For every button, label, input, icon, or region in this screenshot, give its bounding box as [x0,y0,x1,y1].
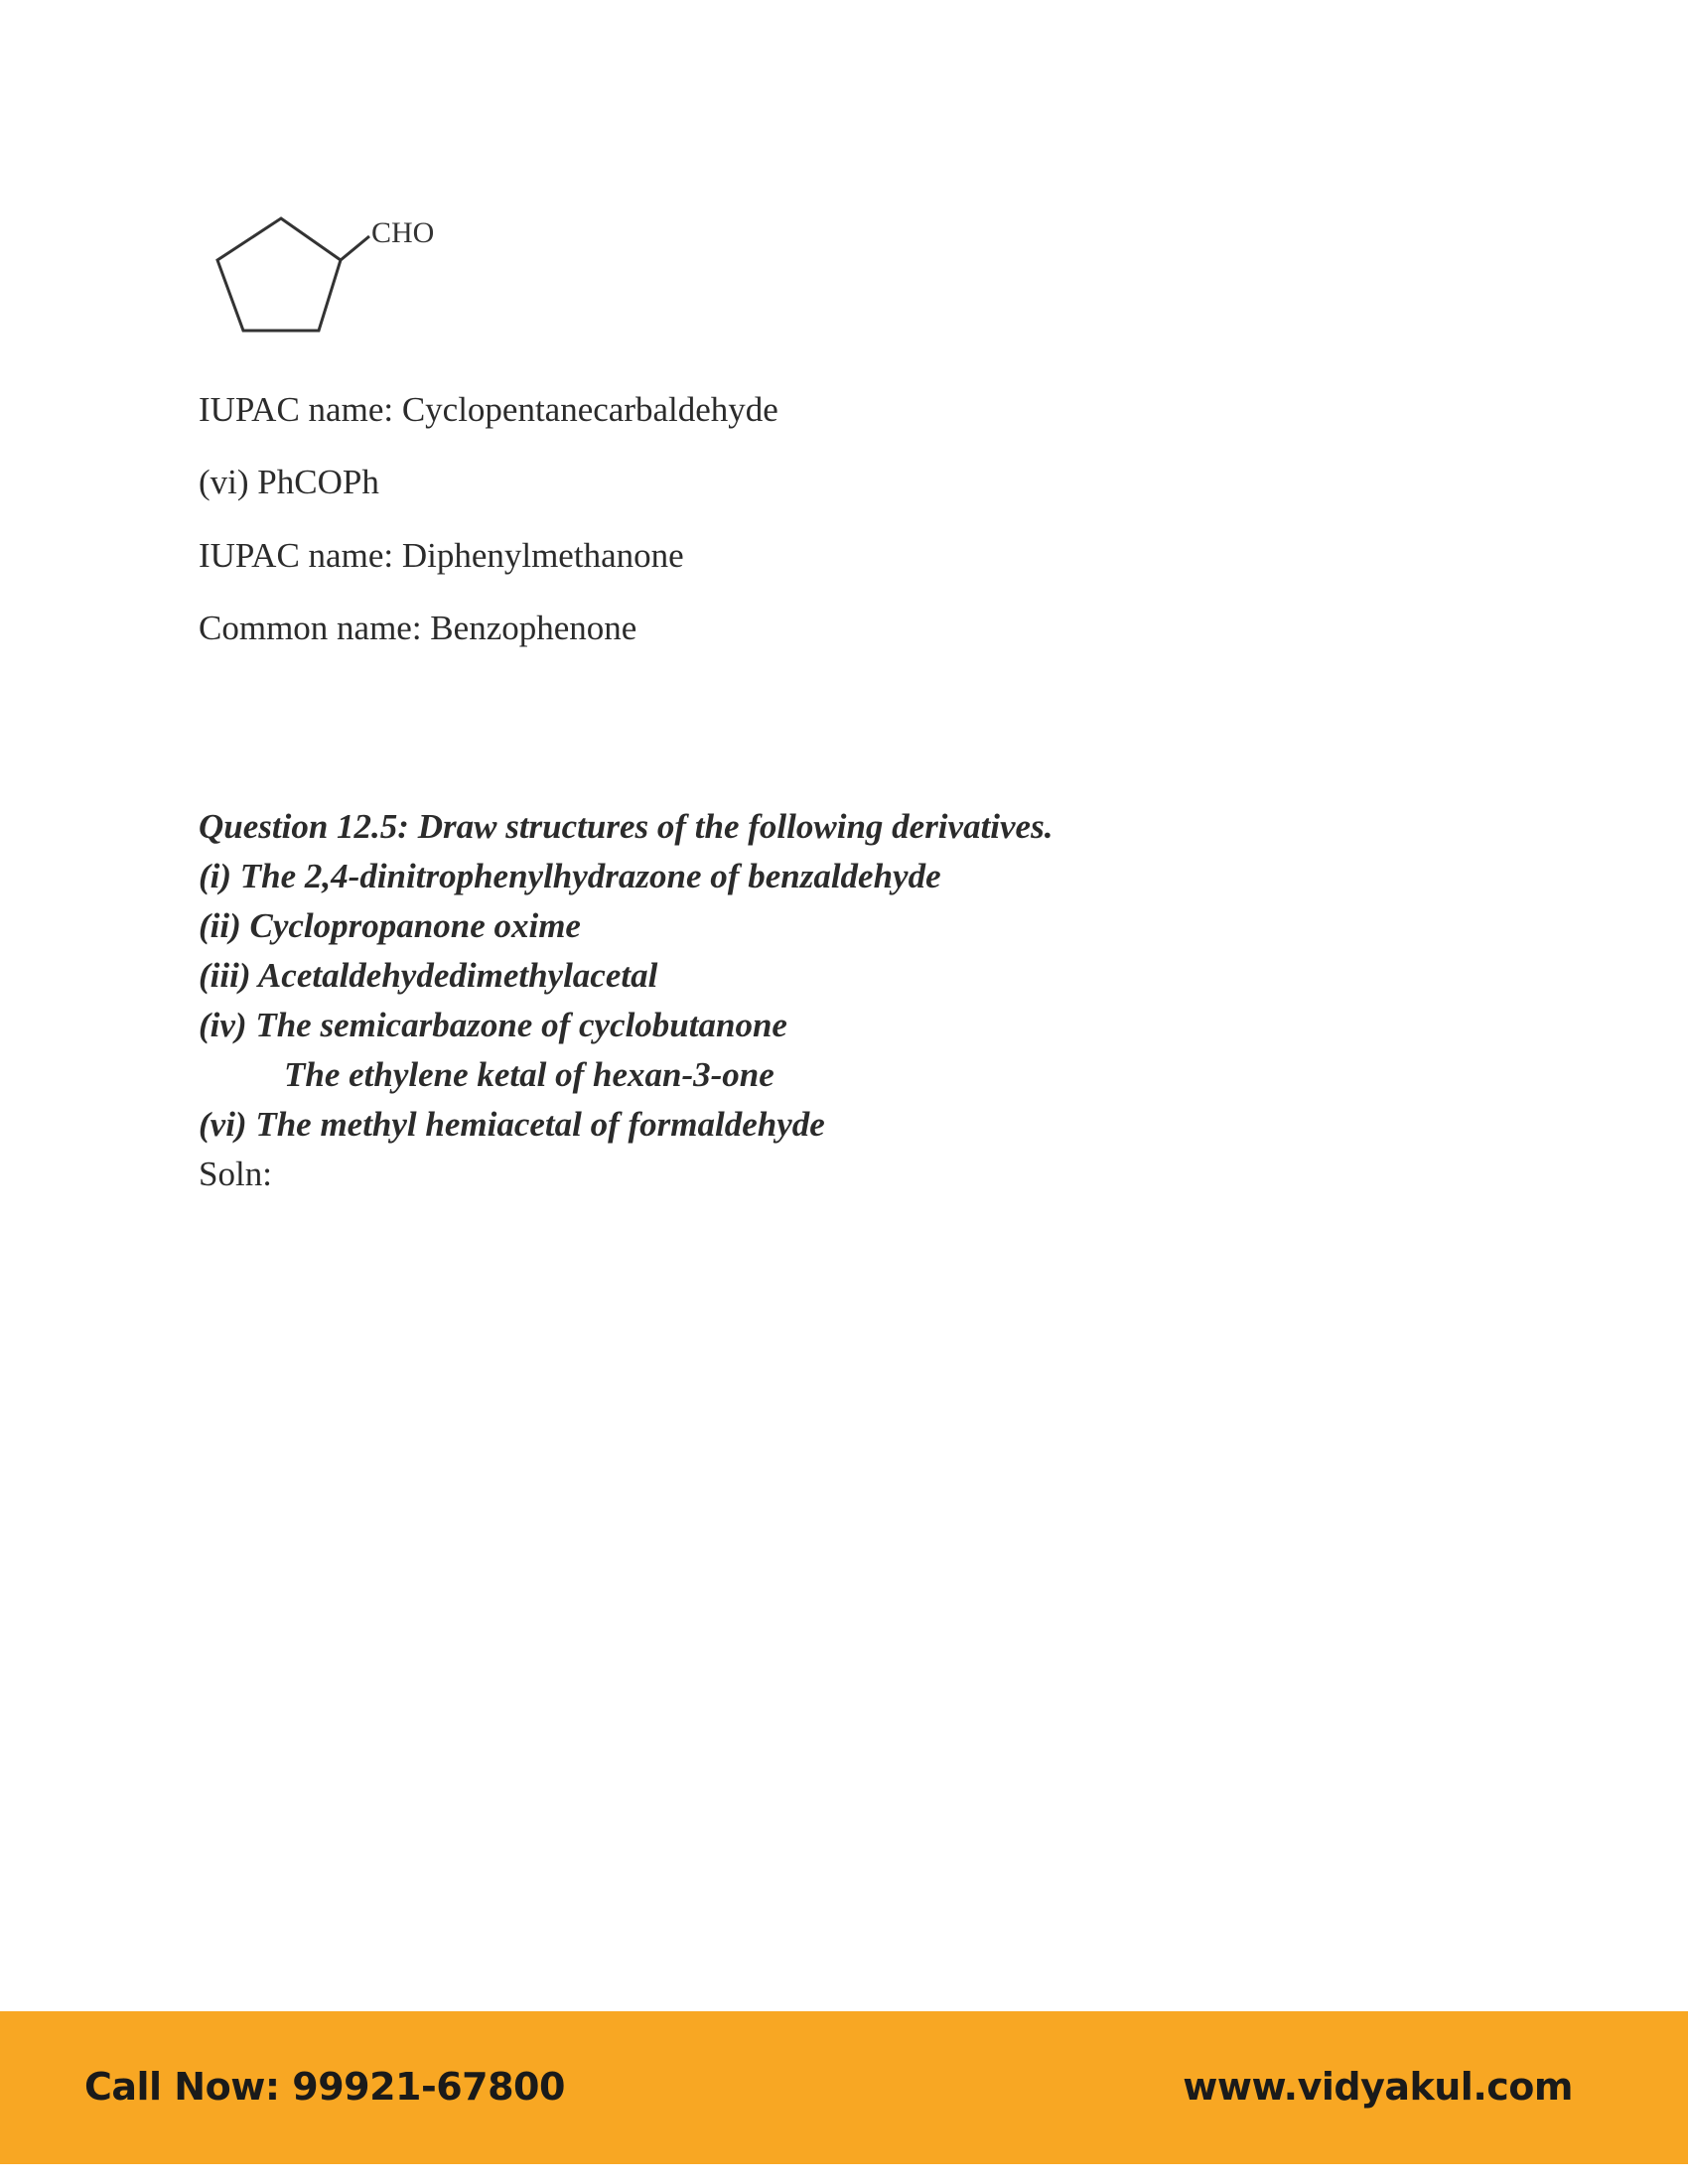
common-name-vi: Common name: Benzophenone [199,609,637,647]
question-block [199,802,1053,1199]
question-item: The ethylene ketal of hexan-3-one [284,1055,774,1094]
question-title: Question 12.5: Draw structures of the following derivatives. [199,807,1054,846]
question-item: (i) The 2,4-dinitrophenylhydrazone of benzaldehyde [199,857,941,895]
cyclopentanecarbaldehyde-structure [199,199,457,357]
question-item: (vi) The methyl hemiacetal of formaldehyde [199,1105,825,1144]
cho-label: CHO [371,216,435,249]
question-item: (iii) Acetaldehydedimethylacetal [199,956,658,995]
iupac-name-v: IUPAC name: Cyclopentanecarbaldehyde [199,390,778,429]
formula-vi: (vi) PhCOPh [199,463,379,501]
call-now-phone[interactable]: Call Now: 99921-67800 [84,2065,565,2109]
iupac-name-vi: IUPAC name: Diphenylmethanone [199,536,684,575]
question-item: (iv) The semicarbazone of cyclobutanone [199,1006,787,1044]
footer-banner [0,2011,1688,2164]
question-item: (ii) Cyclopropanone oxime [199,906,581,945]
soln-label: Soln: [199,1155,272,1193]
website-link[interactable]: www.vidyakul.com [1183,2065,1573,2109]
